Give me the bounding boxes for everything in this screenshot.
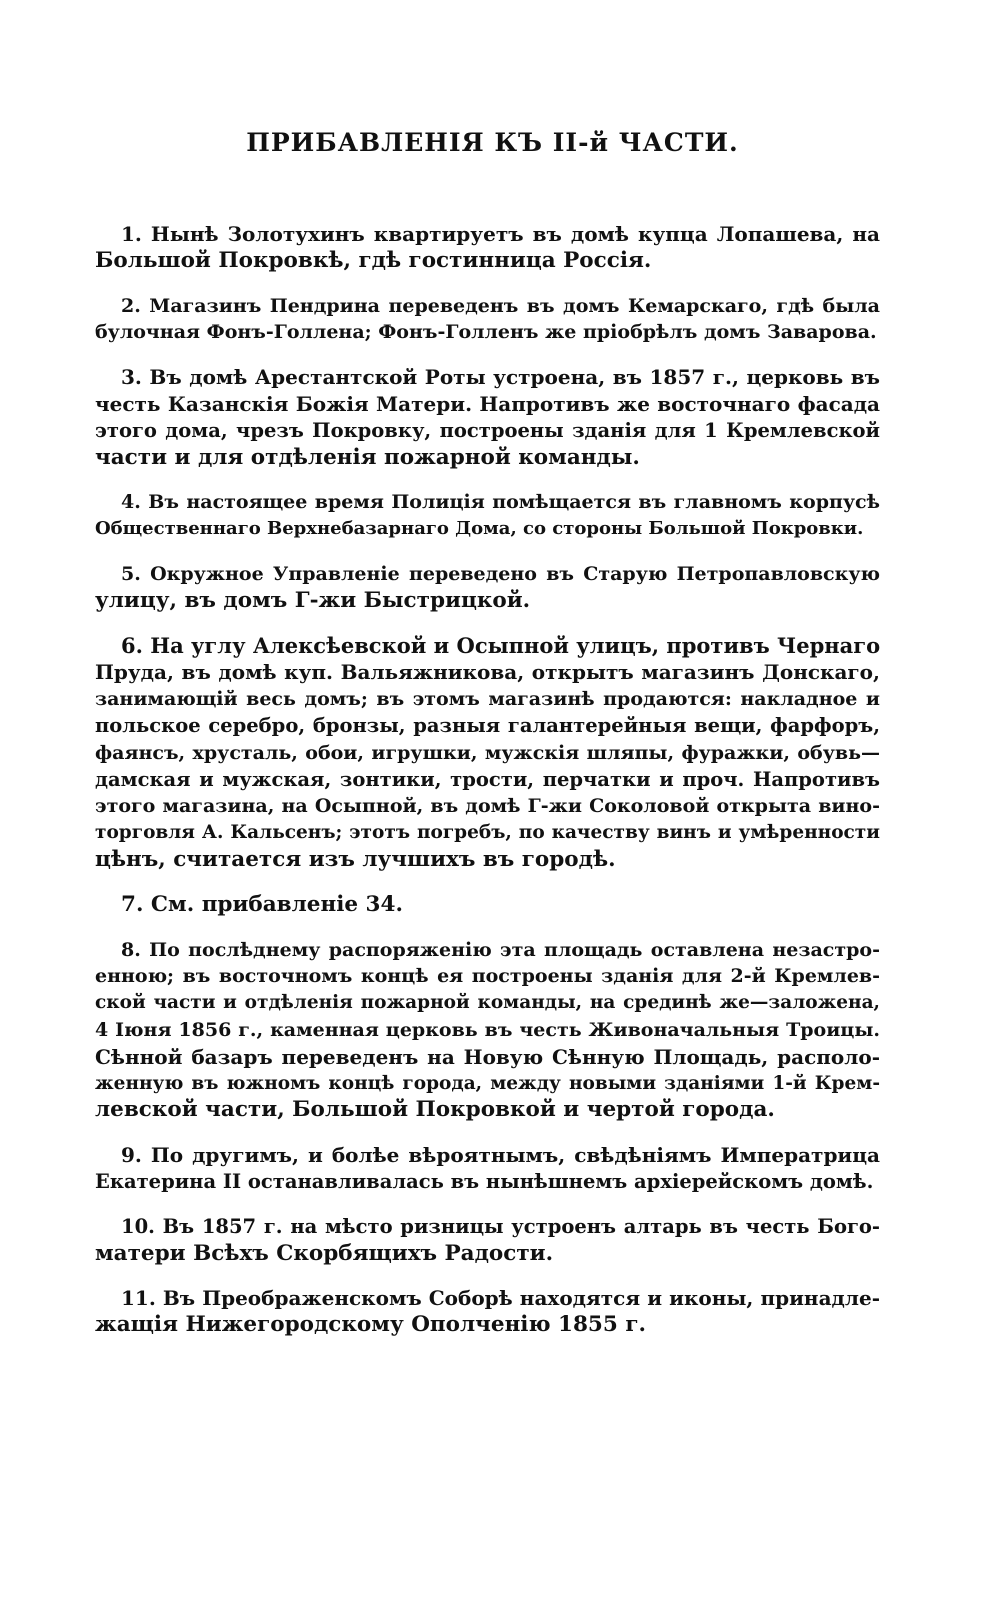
entry-4	[95, 489, 880, 543]
entry-line: 4. Въ настоящее время Полиція помѣщается въ главномъ корпусѣ	[121, 491, 880, 514]
entry-line: 9. По другимъ, и болѣе вѣроятнымъ, свѣдѣніямъ Императрица	[121, 1143, 880, 1168]
entry-line: цѣнъ, считается изъ лучшихъ въ городѣ.	[95, 846, 616, 872]
entry-line: Большой Покровкѣ, гдѣ гостинница Россія.	[95, 247, 652, 273]
entry-2	[95, 293, 880, 347]
entry-line: фаянсъ, хрусталь, обои, игрушки, мужскія шляпы, фуражки, обувь—	[95, 741, 880, 764]
entry-line: 8. По послѣднему распоряженію эта площадь оставлена незастро-	[121, 938, 880, 961]
entry-10	[95, 1214, 880, 1268]
entry-line: 2. Магазинъ Пендрина переведенъ въ домъ Кемарскаго, гдѣ была	[121, 294, 880, 317]
entry-line: ской части и отдѣленія пожарной команды, на срединѣ же—заложена,	[95, 992, 880, 1014]
entry-9	[95, 1142, 880, 1196]
entry-1	[95, 221, 880, 275]
entry-line: левской части, Большой Покровкой и чертой города.	[95, 1097, 775, 1123]
entry-11	[95, 1285, 880, 1339]
entry-8	[95, 937, 880, 1125]
entry-line: жащія Нижегородскому Ополченію 1855 г.	[95, 1312, 646, 1338]
entry-line: женную въ южномъ концѣ города, между новыми зданіями 1-й Крем-	[95, 1072, 880, 1094]
entry-7	[95, 892, 880, 919]
entry-line: честь Казанскія Божія Матери. Напротивъ же восточнаго фасада	[95, 391, 880, 416]
entry-3	[95, 364, 880, 471]
entry-line: дамская и мужская, зонтики, трости, перчатки и проч. Напротивъ	[95, 767, 880, 791]
entry-line: улицу, въ домъ Г-жи Быстрицкой.	[95, 587, 531, 613]
entry-line: 11. Въ Преображенскомъ Соборѣ находятся и иконы, принадле-	[121, 1286, 880, 1311]
entry-line: занимающій весь домъ; въ этомъ магазинѣ продаются: накладное и	[95, 688, 880, 711]
entry-line: Пруда, въ домѣ куп. Вальяжникова, открытъ магазинъ Донскаго,	[95, 660, 880, 685]
entry-line: енною; въ восточномъ концѣ ея построены зданія для 2-й Кремлев-	[95, 965, 880, 988]
entry-6	[95, 633, 880, 874]
entry-line: торговля А. Кальсенъ; этотъ погребъ, по качеству винъ и умѣренности	[95, 822, 880, 844]
entry-line: 6. На углу Алексѣевской и Осыпной улицъ, противъ Чернаго	[121, 632, 881, 658]
entry-line: 1. Нынѣ Золотухинъ квартируетъ въ домѣ купца Лопашева, на	[121, 222, 880, 246]
entry-line: 5. Окружное Управленіе переведено въ Старую Петропавловскую	[121, 562, 880, 585]
entry-line: Екатерина II останавливалась въ нынѣшнемъ архіерейскомъ домѣ.	[95, 1169, 874, 1193]
entry-line: Сѣнной базаръ переведенъ на Новую Сѣнную Площадь, располо-	[95, 1044, 880, 1069]
entry-line: этого дома, чрезъ Покровку, построены зданія для 1 Кремлевской	[95, 418, 880, 442]
entry-line: 7. См. прибавленіе 34.	[121, 891, 403, 917]
page	[95, 128, 880, 1357]
entries-list	[95, 221, 880, 1339]
entry-line: 10. Въ 1857 г. на мѣсто ризницы устроенъ алтарь въ честь Бого-	[121, 1214, 880, 1238]
entry-line: 4 Іюня 1856 г., каменная церковь въ честь Живоначальныя Троицы.	[95, 1018, 880, 1041]
entry-line: части и для отдѣленія пожарной команды.	[95, 444, 640, 470]
entry-line: Общественнаго Верхнебазарнаго Дома, со стороны Большой Покровки.	[95, 518, 864, 540]
entry-line: этого магазина, на Осыпной, въ домѣ Г-жи Соколовой открыта вино-	[95, 795, 880, 818]
page-title: ПРИБАВЛЕНІЯ КЪ II-й ЧАСТИ.	[246, 128, 739, 157]
entry-line: польское серебро, бронзы, разныя галантерейныя вещи, фарфоръ,	[95, 713, 880, 737]
entry-line: булочная Фонъ-Голлена; Фонъ-Голленъ же пріобрѣлъ домъ Заварова.	[95, 321, 877, 344]
entry-line: 3. Въ домѣ Арестантской Роты устроена, въ 1857 г., церковь въ	[121, 365, 880, 390]
entry-5	[95, 561, 880, 615]
entry-line: матери Всѣхъ Скорбящихъ Радости.	[95, 1240, 554, 1266]
